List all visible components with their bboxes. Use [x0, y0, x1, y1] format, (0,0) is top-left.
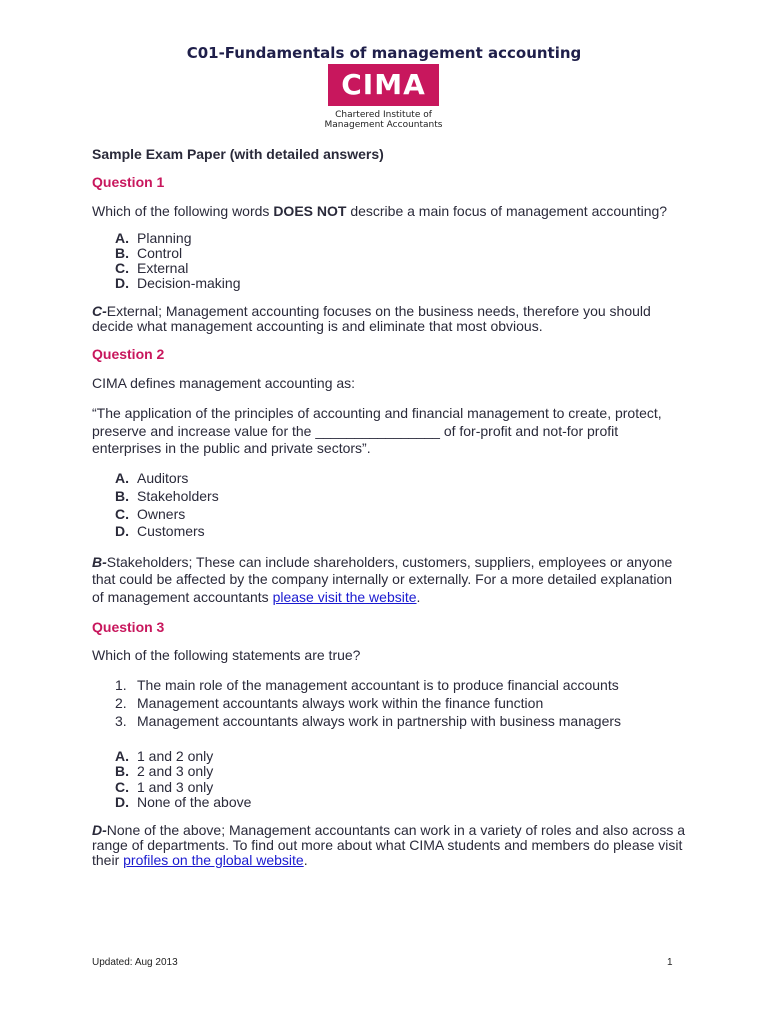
q3-answer-text: None of the above; Management accountants can work in a variety of roles and also across a — [106, 822, 685, 838]
logo-subtitle-line2: Management Accountants — [324, 120, 443, 130]
q2-option-a — [115, 470, 188, 487]
option-key: C. — [115, 506, 129, 522]
statement-key: 3. — [115, 713, 127, 729]
q3-answer-letter: D- — [92, 822, 107, 838]
q1-text-before: Which of the following words — [92, 203, 274, 219]
q3-answer-line3-after: . — [303, 852, 308, 868]
q3-answer-line2: range of departments. To find out more about what CIMA students and members do please visit — [92, 837, 683, 853]
q3-answer-line3 — [92, 852, 308, 869]
statement-label: The main role of the management accountant is to produce financial accounts — [137, 677, 619, 693]
q2-answer-line3-after: . — [416, 589, 421, 605]
q2-option-c — [115, 506, 185, 523]
option-key: B. — [115, 763, 129, 779]
q3-intro: Which of the following statements are true? — [92, 647, 361, 663]
q3-option-b — [115, 763, 213, 780]
option-key: D. — [115, 275, 129, 291]
option-label: Control — [137, 245, 183, 261]
q1-option-d — [115, 275, 240, 292]
q1-answer-text: External; Management accounting focuses on the business needs, therefore you should — [106, 303, 651, 319]
question-2-heading: Question 2 — [92, 346, 165, 362]
q2-answer-letter: B- — [92, 554, 107, 570]
option-key: C. — [115, 779, 129, 795]
option-key: B. — [115, 488, 129, 504]
cima-logo: CIMA — [328, 64, 439, 106]
statement-label: Management accountants always work in partnership with business managers — [137, 713, 622, 729]
option-label: Stakeholders — [137, 488, 219, 504]
logo-subtitle — [318, 110, 449, 130]
q2-answer-line3-before: of management accountants — [92, 589, 273, 605]
option-key: D. — [115, 794, 129, 810]
q3-statement-3 — [115, 713, 621, 730]
q2-quote-line3: enterprises in the public and private sectors”. — [92, 440, 371, 456]
q2-option-d — [115, 523, 205, 540]
option-key: B. — [115, 245, 129, 261]
paper-title: Sample Exam Paper (with detailed answers) — [92, 146, 384, 162]
option-label: 1 and 2 only — [137, 748, 214, 764]
option-key: A. — [115, 470, 129, 486]
q3-option-d — [115, 794, 251, 811]
q2-answer-line1 — [92, 554, 672, 571]
option-key: A. — [115, 748, 129, 764]
statement-key: 2. — [115, 695, 127, 711]
option-label: Owners — [137, 506, 186, 522]
q2-quote-line2: preserve and increase value for the ________________ of for-profit and not-for profit — [92, 423, 619, 439]
option-key: A. — [115, 230, 129, 246]
question-1-heading: Question 1 — [92, 174, 165, 190]
logo-subtitle-line1: Chartered Institute of — [335, 110, 432, 120]
footer-page-number: 1 — [667, 957, 673, 968]
option-label: 1 and 3 only — [137, 779, 214, 795]
q3-answer-line3-before: their — [92, 852, 124, 868]
q1-text-after: describe a main focus of management accounting? — [346, 203, 668, 219]
profiles-link[interactable]: profiles on the global website — [123, 852, 304, 868]
footer-updated: Updated: Aug 2013 — [92, 957, 178, 968]
q1-text-bold: DOES NOT — [273, 203, 347, 219]
q3-statement-1 — [115, 677, 619, 694]
option-label: Planning — [137, 230, 192, 246]
statement-key: 1. — [115, 677, 127, 693]
question-1-text — [92, 203, 667, 220]
document-title: C01-Fundamentals of management accounting — [186, 44, 582, 62]
question-3-heading: Question 3 — [92, 619, 165, 635]
q2-intro: CIMA defines management accounting as: — [92, 375, 356, 391]
q2-answer-line2: that could be affected by the company internally or externally. For a more detailed explanation — [92, 571, 673, 587]
option-label: Customers — [137, 523, 205, 539]
option-label: 2 and 3 only — [137, 763, 214, 779]
statement-label: Management accountants always work within the finance function — [137, 695, 544, 711]
option-label: External — [137, 260, 189, 276]
option-label: Decision-making — [137, 275, 241, 291]
q3-statement-2 — [115, 695, 543, 712]
q2-answer-line3 — [92, 589, 420, 606]
q1-answer-letter: C- — [92, 303, 107, 319]
option-label: None of the above — [137, 794, 252, 810]
q2-answer-text: Stakeholders; These can include shareholders, customers, suppliers, employees or anyone — [106, 554, 673, 570]
q2-quote-line1: “The application of the principles of accounting and financial management to create, protect, — [92, 405, 662, 421]
option-key: C. — [115, 260, 129, 276]
q1-answer-line2: decide what management accounting is and eliminate that most obvious. — [92, 318, 543, 334]
website-link[interactable]: please visit the website — [272, 589, 417, 605]
option-label: Auditors — [137, 470, 189, 486]
q2-option-b — [115, 488, 219, 505]
option-key: D. — [115, 523, 129, 539]
